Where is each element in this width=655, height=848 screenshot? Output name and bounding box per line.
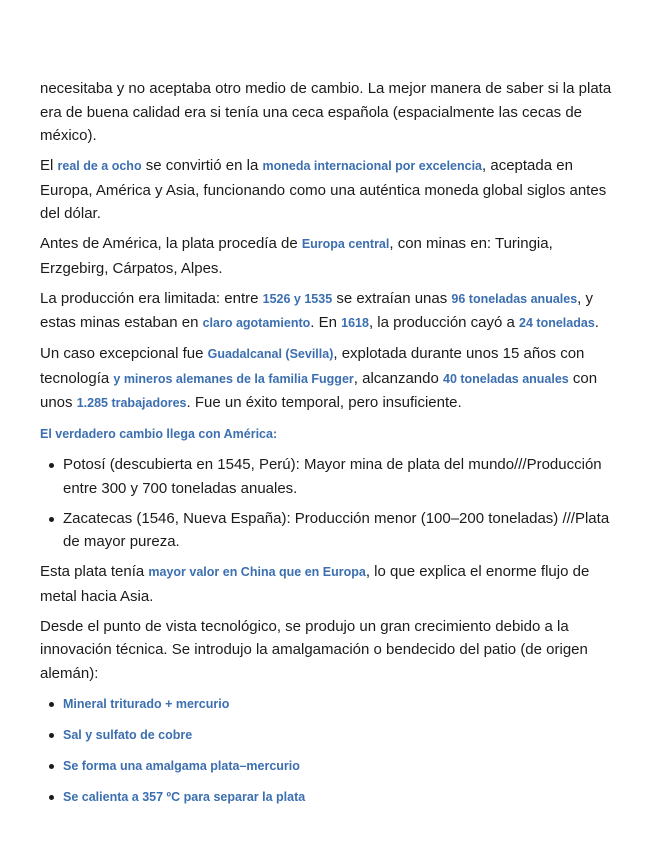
list-item: Potosí (descubierta en 1545, Perú): Mayor mina de plata del mundo///Producción entre 300 y 700 toneladas anuales. (63, 453, 615, 500)
paragraph-produccion-limitada (40, 287, 615, 336)
process-step: Mineral triturado + mercurio (63, 696, 230, 711)
paragraph-silver-quality (40, 77, 615, 148)
text: El (40, 157, 58, 174)
text: se extraían unas (332, 289, 452, 307)
paragraph-guadalcanal (40, 342, 615, 416)
text: , aceptada en Europa, América y Asia, funcionando como una auténtica moneda global siglos antes del dólar. (40, 157, 607, 222)
text: , lo que explica el enorme flujo de metal hacia Asia. (40, 563, 590, 605)
paragraph-europa-central (40, 232, 615, 280)
text: con unos (40, 369, 598, 411)
process-step: Se forma una amalgama plata–mercurio (63, 758, 300, 773)
highlight-guadalcanal: Guadalcanal (Sevilla) (207, 347, 334, 361)
text: . Fue un éxito temporal, pero insuficiente. (186, 394, 462, 411)
list-item (63, 754, 615, 779)
section-heading (40, 422, 615, 447)
highlight-24-toneladas: 24 toneladas (519, 316, 595, 330)
paragraph-text: Desde el punto de vista tecnológico, se produjo un gran crecimiento debido a la innovación técnica. Se introdujo la amalgamación o bendecido del patio (de origen alemán): (40, 617, 588, 682)
list-item (63, 723, 615, 748)
highlight-china: mayor valor en China que en Europa (148, 565, 366, 579)
text: , la producción cayó a (368, 314, 520, 331)
text: se convirtió en la (141, 157, 263, 174)
list-item: Zacatecas (1546, Nueva España): Producción menor (100–200 toneladas) ///Plata de mayor pureza. (63, 507, 615, 554)
process-step: Sal y sulfato de cobre (63, 727, 193, 742)
highlight-moneda-internacional: moneda internacional por excelencia (262, 159, 483, 173)
paragraph-china (40, 560, 615, 608)
text: , alcanzando (353, 369, 443, 387)
paragraph-tecnologia (40, 615, 615, 686)
highlight-europa-central: Europa central (301, 237, 390, 251)
text: , con minas en: Turingia, Erzgebirg, Cárpatos, Alpes. (40, 235, 553, 277)
highlight-96-toneladas: 96 toneladas anuales (451, 291, 578, 306)
highlight-40-toneladas: 40 toneladas anuales (443, 371, 569, 386)
text: Un caso excepcional fue (40, 345, 208, 362)
text: Esta plata tenía (40, 563, 149, 580)
highlight-years: 1526 y 1535 (262, 291, 333, 306)
list-item (63, 785, 615, 810)
highlight-real-de-a-ocho: real de a ocho (57, 159, 142, 173)
list-item (63, 692, 615, 717)
text: Antes de América, la plata procedía de (40, 235, 302, 252)
highlight-fugger: y mineros alemanes de la familia Fugger (113, 371, 354, 386)
text: , y estas minas estaban en (40, 289, 594, 331)
heading-text: El verdadero cambio llega con América: (40, 427, 278, 441)
highlight-1618: 1618 (341, 316, 369, 330)
text: . En (310, 314, 342, 331)
text: , explotada durante unos 15 años con tecnología (40, 345, 585, 387)
process-step: Se calienta a 357 ºC para separar la plata (63, 789, 306, 804)
highlight-agotamiento: claro agotamiento (202, 316, 311, 330)
mines-list (40, 453, 615, 554)
text: La producción era limitada: entre (40, 289, 263, 307)
paragraph-real-de-a-ocho (40, 154, 615, 226)
paragraph-text: necesitaba y no aceptaba otro medio de cambio. La mejor manera de saber si la plata era de buena calidad era si tenía una ceca española (espacialmente las cecas de méxico). (40, 80, 612, 144)
highlight-trabajadores: 1.285 trabajadores (76, 396, 187, 410)
process-list (40, 692, 615, 810)
text: . (594, 314, 599, 331)
